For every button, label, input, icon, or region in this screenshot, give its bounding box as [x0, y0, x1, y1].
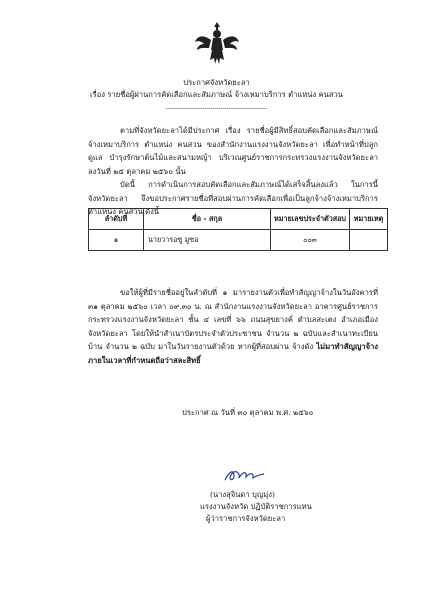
document-subject: เรื่อง รายชื่อผู้ผ่านการคัดเลือกและสัมภาษณ์ จ้างเหมาบริการ ตำแหน่ง คนสวน [90, 90, 343, 99]
paragraph-3-warning: ไม่มาทำสัญญาจ้างภายในเวลาที่กำหนดถือว่าสละสิทธิ์ [88, 342, 378, 365]
paragraph-3-text: ขอให้ผู้ที่มีรายชื่ออยู่ในลำดับที่ ๑ มารายงานตัวเพื่อทำสัญญาจ้างในวันอังคารที่ ๓๑ ตุลาคม ๒๕๖๐ เวลา ๐๙.๓๐ น. ณ สำนักงานแรงงานจังหวัดยะลา อาคารศูนย์ราชการกระทรวงแรงงานจังหวัดยะลา ชั้น ๔ เลขที่ ๖๖ ถนนสุขยางค์ ตำบลสะเตง อำเภอเมือง จังหวัดยะลา โดยให้นำสำเนาบัตรประจำตัวประชาชน จำนวน ๒ ฉบับและสำเนาทะเบียนบ้าน จำนวน ๒ ฉบับ มาในวันรายงานตัวด้วย หากผู้ที่สอบผ่าน จ้างดัง [88, 288, 378, 351]
col-header-note: หมายเหตุ [350, 209, 388, 230]
signatory-name: (นางสุจินดา บุญมุ่ง) [210, 490, 275, 499]
table-row [89, 230, 388, 251]
table-header-row [89, 209, 388, 230]
separator-line: -------------------------------------------------- [165, 105, 268, 112]
cell-no: ๑ [89, 230, 144, 251]
cell-exam-id: ๐๐๓ [271, 230, 350, 251]
garuda-emblem-icon [193, 20, 241, 66]
col-header-exam-id: หมายเลขประจำตัวสอบ [271, 209, 350, 230]
result-table [88, 208, 388, 251]
document-org-title: ประกาศจังหวัดยะลา [183, 78, 250, 87]
paragraph-2: บัดนี้ การดำเนินการสอบคัดเลือกและสัมภาษณ์ได้เสร็จสิ้นลงแล้ว ในการนี้ จังหวัดยะลา จึงขอประกาศรายชื่อที่สอบผ่านการคัดเลือกเพื่อเป็นลูกจ้างจ้างเหมาบริการ ตำแหน่ง คนสวน ดังนี้ [88, 180, 378, 216]
signature-icon [222, 466, 266, 484]
signatory-title: ผู้ว่าราชการจังหวัดยะลา [206, 514, 286, 523]
cell-note [350, 230, 388, 251]
col-header-name: ชื่อ - สกุล [144, 209, 271, 230]
paragraph-3 [88, 286, 378, 367]
cell-name: นายวารอซู มูซอ [144, 230, 271, 251]
signatory-position: แรงงานจังหวัด ปฏิบัติราชการแทน [200, 502, 312, 511]
col-header-no: ลำดับที่ [89, 209, 144, 230]
announce-date: ประกาศ ณ วันที่ ๓๐ ตุลาคม พ.ศ. ๒๕๖๐ [182, 408, 314, 417]
paragraph-1: ตามที่จังหวัดยะลาได้มีประกาศ เรื่อง รายชื่อผู้มีสิทธิ์สอบคัดเลือกและสัมภาษณ์ จ้างเหมาบริการ ตำแหน่ง คนสวน ของสำนักงานแรงงานจังหวัดยะลา เพื่อทำหน้าที่ปลูก ดูแล บำรุงรักษาต้นไม้และสนามหญ้า บริเวณศูนย์ราชการกระทรวงแรงงานจังหวัดยะลา ลงวันที่ ๒๕ ตุลาคม ๒๕๖๐ นั้น [88, 126, 378, 176]
